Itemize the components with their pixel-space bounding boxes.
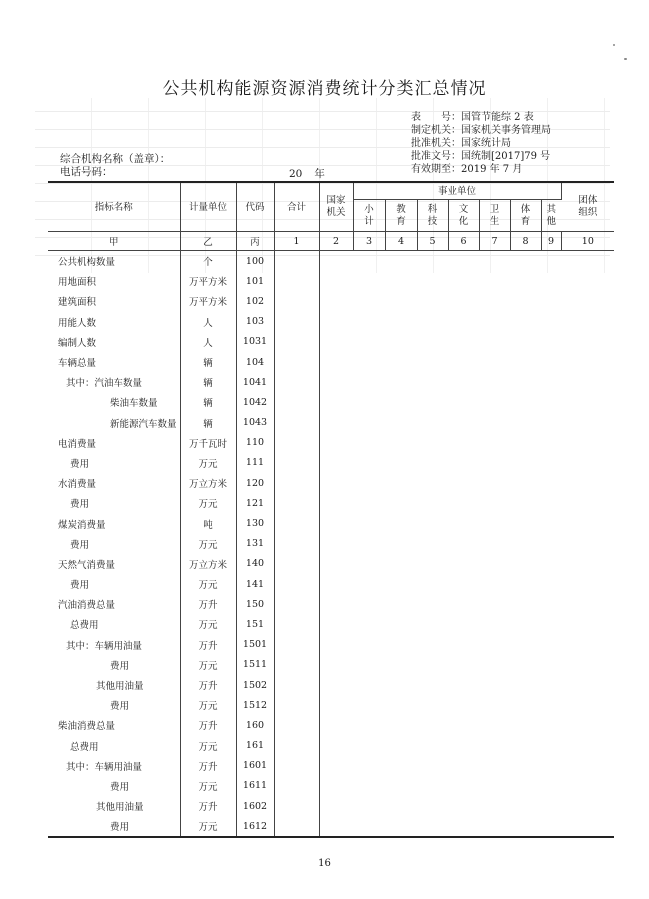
category-cells[interactable] — [319, 312, 614, 332]
unit-cell: 个 — [180, 251, 236, 272]
total-cell[interactable] — [274, 372, 319, 392]
unit-cell: 万升 — [180, 715, 236, 735]
header-state-organ-l2: 机关 — [326, 207, 346, 218]
category-cells[interactable] — [319, 513, 614, 533]
indicator-name: 公共机构数量 — [58, 257, 116, 269]
total-cell[interactable] — [274, 453, 319, 473]
header-unit: 计量单位 — [180, 182, 236, 232]
indicator-name: 柴油消费总量 — [58, 721, 116, 733]
code-cell: 1611 — [236, 776, 274, 796]
header-education-l1: 教 — [396, 203, 406, 215]
scan-speck — [624, 58, 627, 60]
unit-cell: 万升 — [180, 594, 236, 614]
total-cell[interactable] — [274, 816, 319, 837]
indicator-name: 费用 — [48, 816, 180, 837]
table-row — [48, 271, 614, 291]
category-cells[interactable] — [319, 413, 614, 433]
unit-cell: 万立方米 — [180, 554, 236, 574]
code-cell: 1612 — [236, 816, 274, 837]
table-body — [48, 251, 614, 838]
unit-cell: 辆 — [180, 352, 236, 372]
category-cells[interactable] — [319, 675, 614, 695]
statistics-table — [48, 181, 614, 838]
unit-cell: 万升 — [180, 635, 236, 655]
header-science-l1: 科 — [427, 203, 438, 215]
code-cell: 1042 — [236, 392, 274, 412]
code-cell: 1501 — [236, 635, 274, 655]
unit-cell: 吨 — [180, 513, 236, 533]
table-row — [48, 433, 614, 453]
indicator-name: 新能源汽车数量 — [110, 418, 177, 430]
org-info — [60, 153, 170, 179]
category-cells[interactable] — [319, 534, 614, 554]
total-cell[interactable] — [274, 756, 319, 776]
unit-cell: 辆 — [180, 413, 236, 433]
code-cell: 1041 — [236, 372, 274, 392]
unit-cell: 人 — [180, 332, 236, 352]
unit-cell: 万千瓦时 — [180, 433, 236, 453]
code-cell: 1602 — [236, 796, 274, 816]
unit-cell: 万元 — [180, 776, 236, 796]
header-sports-l2: 育 — [520, 215, 531, 227]
code-cell: 1 — [274, 232, 319, 251]
total-cell[interactable] — [274, 695, 319, 715]
code-cell: 2 — [319, 232, 353, 251]
table-row — [48, 776, 614, 796]
table-row — [48, 695, 614, 715]
code-cell: 131 — [236, 534, 274, 554]
code-cell: 161 — [236, 736, 274, 756]
total-cell[interactable] — [274, 594, 319, 614]
total-cell[interactable] — [274, 271, 319, 291]
header-group-org-l1: 团体 — [578, 195, 598, 206]
code-cell: 1502 — [236, 675, 274, 695]
total-cell[interactable] — [274, 614, 319, 634]
total-cell[interactable] — [274, 635, 319, 655]
unit-cell: 辆 — [180, 372, 236, 392]
indicator-name: 水消费量 — [58, 479, 97, 491]
indicator-name: 其中：车辆用油量 — [66, 761, 143, 773]
table-row — [48, 251, 614, 272]
unit-cell: 万平方米 — [180, 291, 236, 311]
category-cells[interactable] — [319, 655, 614, 675]
year-suffix: 年 — [314, 168, 325, 180]
valid-until: 有效期至：2019 年 7 月 — [411, 164, 523, 175]
indicator-name: 费用 — [70, 458, 90, 470]
table-row — [48, 796, 614, 816]
unit-cell: 万元 — [180, 816, 236, 837]
unit-cell: 万元 — [180, 614, 236, 634]
page-title: 公共机构能源资源消费统计分类汇总情况 — [162, 79, 487, 99]
category-cells[interactable] — [319, 594, 614, 614]
header-education — [385, 200, 417, 232]
code-cell: 104 — [236, 352, 274, 372]
org-name-label: 综合机构名称（盖章）： — [60, 153, 171, 165]
code-cell: 130 — [236, 513, 274, 533]
header-subtotal-l1: 小 — [364, 203, 374, 215]
indicator-name: 用地面积 — [58, 277, 97, 289]
code-cell: 6 — [448, 232, 479, 251]
code-cell: 7 — [479, 232, 510, 251]
code-cell: 1511 — [236, 655, 274, 675]
table-row — [48, 372, 614, 392]
header-science-l2: 技 — [427, 215, 438, 227]
issuing-authority: 制定机关：国家机关事务管理局 — [411, 125, 551, 136]
code-cell: 141 — [236, 574, 274, 594]
code-cell: 121 — [236, 493, 274, 513]
indicator-name: 柴油车数量 — [110, 398, 158, 410]
indicator-name: 煤炭消费量 — [58, 519, 106, 531]
category-cells[interactable] — [319, 372, 614, 392]
header-education-l2: 育 — [396, 215, 406, 227]
unit-cell: 万元 — [180, 736, 236, 756]
header-subtotal — [353, 200, 385, 232]
header-health-l2: 生 — [489, 215, 500, 227]
code-cell: 1031 — [236, 332, 274, 352]
total-cell[interactable] — [274, 715, 319, 735]
total-cell[interactable] — [274, 392, 319, 412]
table-row — [48, 655, 614, 675]
form-metadata — [411, 111, 551, 176]
unit-cell: 万升 — [180, 796, 236, 816]
code-cell: 120 — [236, 473, 274, 493]
category-cells[interactable] — [319, 392, 614, 412]
total-cell[interactable] — [274, 352, 319, 372]
year-prefix: 20 — [289, 168, 303, 180]
code-cell: 110 — [236, 433, 274, 453]
unit-cell: 万元 — [180, 574, 236, 594]
code-cell: 乙 — [180, 232, 236, 251]
total-cell[interactable] — [274, 291, 319, 311]
category-cells[interactable] — [319, 332, 614, 352]
total-cell[interactable] — [274, 534, 319, 554]
code-cell: 1601 — [236, 756, 274, 776]
table-row — [48, 493, 614, 513]
indicator-name: 车辆总量 — [58, 358, 97, 370]
header-subtotal-l2: 计 — [364, 215, 374, 227]
table-number: 表 号：国管节能综 2 表 — [411, 112, 534, 123]
table-row — [48, 413, 614, 433]
code-cell: 8 — [510, 232, 541, 251]
approval-number: 批准文号：国统制[2017]79 号 — [411, 151, 551, 162]
total-cell[interactable] — [274, 332, 319, 352]
header-health-l1: 卫 — [489, 203, 500, 215]
category-cells[interactable] — [319, 796, 614, 816]
category-cells[interactable] — [319, 776, 614, 796]
table-row — [48, 453, 614, 473]
header-other — [541, 200, 561, 232]
table-row — [48, 513, 614, 533]
total-cell[interactable] — [274, 554, 319, 574]
code-cell: 160 — [236, 715, 274, 735]
total-cell[interactable] — [274, 473, 319, 493]
category-cells[interactable] — [319, 736, 614, 756]
table-row — [48, 715, 614, 735]
unit-cell: 万立方米 — [180, 473, 236, 493]
code-cell: 101 — [236, 271, 274, 291]
total-cell[interactable] — [274, 433, 319, 453]
header-group-org-l2: 组织 — [578, 207, 598, 218]
indicator-name: 用能人数 — [58, 317, 97, 329]
indicator-name: 总费用 — [70, 620, 99, 632]
report-year — [289, 166, 325, 181]
indicator-name: 费用 — [70, 580, 90, 592]
table-row — [48, 332, 614, 352]
code-cell: 甲 — [48, 232, 180, 251]
category-cells[interactable] — [319, 614, 614, 634]
header-culture — [448, 200, 479, 232]
category-cells[interactable] — [319, 271, 614, 291]
category-cells[interactable] — [319, 291, 614, 311]
total-cell[interactable] — [274, 675, 319, 695]
table-row — [48, 635, 614, 655]
code-cell: 140 — [236, 554, 274, 574]
category-cells[interactable] — [319, 453, 614, 473]
indicator-name: 其中：汽油车数量 — [66, 378, 143, 390]
code-cell: 102 — [236, 291, 274, 311]
header-state-organ-l1: 国家 — [326, 195, 346, 206]
header-row-1 — [48, 182, 614, 200]
indicator-name: 其中：车辆用油量 — [66, 640, 143, 652]
indicator-name: 费用 — [110, 660, 130, 672]
scan-speck — [613, 44, 615, 46]
header-code: 代码 — [236, 182, 274, 232]
code-cell: 1512 — [236, 695, 274, 715]
unit-cell: 人 — [180, 312, 236, 332]
page-number: 16 — [318, 858, 331, 869]
total-cell[interactable] — [274, 776, 319, 796]
category-cells[interactable] — [319, 251, 614, 272]
indicator-name: 总费用 — [70, 741, 99, 753]
code-cell: 10 — [561, 232, 614, 251]
category-cells[interactable] — [319, 574, 614, 594]
code-cell: 111 — [236, 453, 274, 473]
total-cell[interactable] — [274, 574, 319, 594]
code-cell: 100 — [236, 251, 274, 272]
unit-cell: 万元 — [180, 534, 236, 554]
category-cells[interactable] — [319, 352, 614, 372]
phone-label: 电话号码： — [60, 166, 113, 178]
header-indicator: 指标名称 — [48, 182, 180, 232]
code-cell: 5 — [417, 232, 448, 251]
code-cell: 1043 — [236, 413, 274, 433]
category-cells[interactable] — [319, 816, 614, 837]
total-cell[interactable] — [274, 251, 319, 272]
approving-authority: 批准机关：国家统计局 — [411, 138, 511, 149]
header-culture-l1: 文 — [458, 203, 469, 215]
code-cell: 150 — [236, 594, 274, 614]
header-sports-l1: 体 — [520, 203, 531, 215]
table-row — [48, 554, 614, 574]
unit-cell: 万元 — [180, 493, 236, 513]
table-row — [48, 473, 614, 493]
table-row — [48, 312, 614, 332]
unit-cell: 万元 — [180, 695, 236, 715]
column-code-row — [48, 232, 614, 251]
indicator-name: 费用 — [70, 539, 90, 551]
header-other-l2: 他 — [546, 215, 557, 227]
code-cell: 9 — [541, 232, 561, 251]
code-cell: 丙 — [236, 232, 274, 251]
indicator-name: 天然气消费量 — [58, 559, 116, 571]
indicator-name: 费用 — [70, 499, 90, 511]
table-row — [48, 736, 614, 756]
table-row — [48, 392, 614, 412]
category-cells[interactable] — [319, 756, 614, 776]
total-cell[interactable] — [274, 655, 319, 675]
unit-cell: 万平方米 — [180, 271, 236, 291]
indicator-name: 费用 — [110, 701, 130, 713]
indicator-name: 其他用油量 — [96, 802, 144, 814]
total-cell[interactable] — [274, 413, 319, 433]
indicator-name: 费用 — [110, 781, 130, 793]
indicator-name: 其他用油量 — [96, 681, 144, 693]
unit-cell: 万升 — [180, 675, 236, 695]
header-science — [417, 200, 448, 232]
table-row — [48, 756, 614, 776]
table-row — [48, 352, 614, 372]
total-cell[interactable] — [274, 736, 319, 756]
code-cell: 3 — [353, 232, 385, 251]
unit-cell: 万元 — [180, 453, 236, 473]
header-group-org — [561, 182, 614, 232]
total-cell[interactable] — [274, 796, 319, 816]
table-row — [48, 816, 614, 837]
category-cells[interactable] — [319, 473, 614, 493]
category-cells[interactable] — [319, 433, 614, 453]
table-row — [48, 574, 614, 594]
header-total: 合计 — [274, 182, 319, 232]
unit-cell: 辆 — [180, 392, 236, 412]
total-cell[interactable] — [274, 312, 319, 332]
table-row — [48, 675, 614, 695]
code-cell: 103 — [236, 312, 274, 332]
code-cell: 4 — [385, 232, 417, 251]
category-cells[interactable] — [319, 715, 614, 735]
indicator-name: 汽油消费总量 — [58, 600, 116, 612]
table-row — [48, 291, 614, 311]
table-row — [48, 614, 614, 634]
indicator-name: 编制人数 — [58, 337, 97, 349]
category-cells[interactable] — [319, 493, 614, 513]
table-row — [48, 534, 614, 554]
total-cell[interactable] — [274, 513, 319, 533]
header-public-institution: 事业单位 — [353, 182, 561, 200]
header-health — [479, 200, 510, 232]
unit-cell: 万元 — [180, 655, 236, 675]
indicator-name: 电消费量 — [58, 438, 97, 450]
header-sports — [510, 200, 541, 232]
header-culture-l2: 化 — [458, 215, 469, 227]
unit-cell: 万升 — [180, 756, 236, 776]
code-cell: 151 — [236, 614, 274, 634]
indicator-name: 建筑面积 — [58, 297, 97, 309]
category-cells[interactable] — [319, 695, 614, 715]
category-cells[interactable] — [319, 635, 614, 655]
header-other-l1: 其 — [546, 203, 557, 215]
table-row — [48, 594, 614, 614]
header-state-organ — [319, 182, 353, 232]
total-cell[interactable] — [274, 493, 319, 513]
category-cells[interactable] — [319, 554, 614, 574]
